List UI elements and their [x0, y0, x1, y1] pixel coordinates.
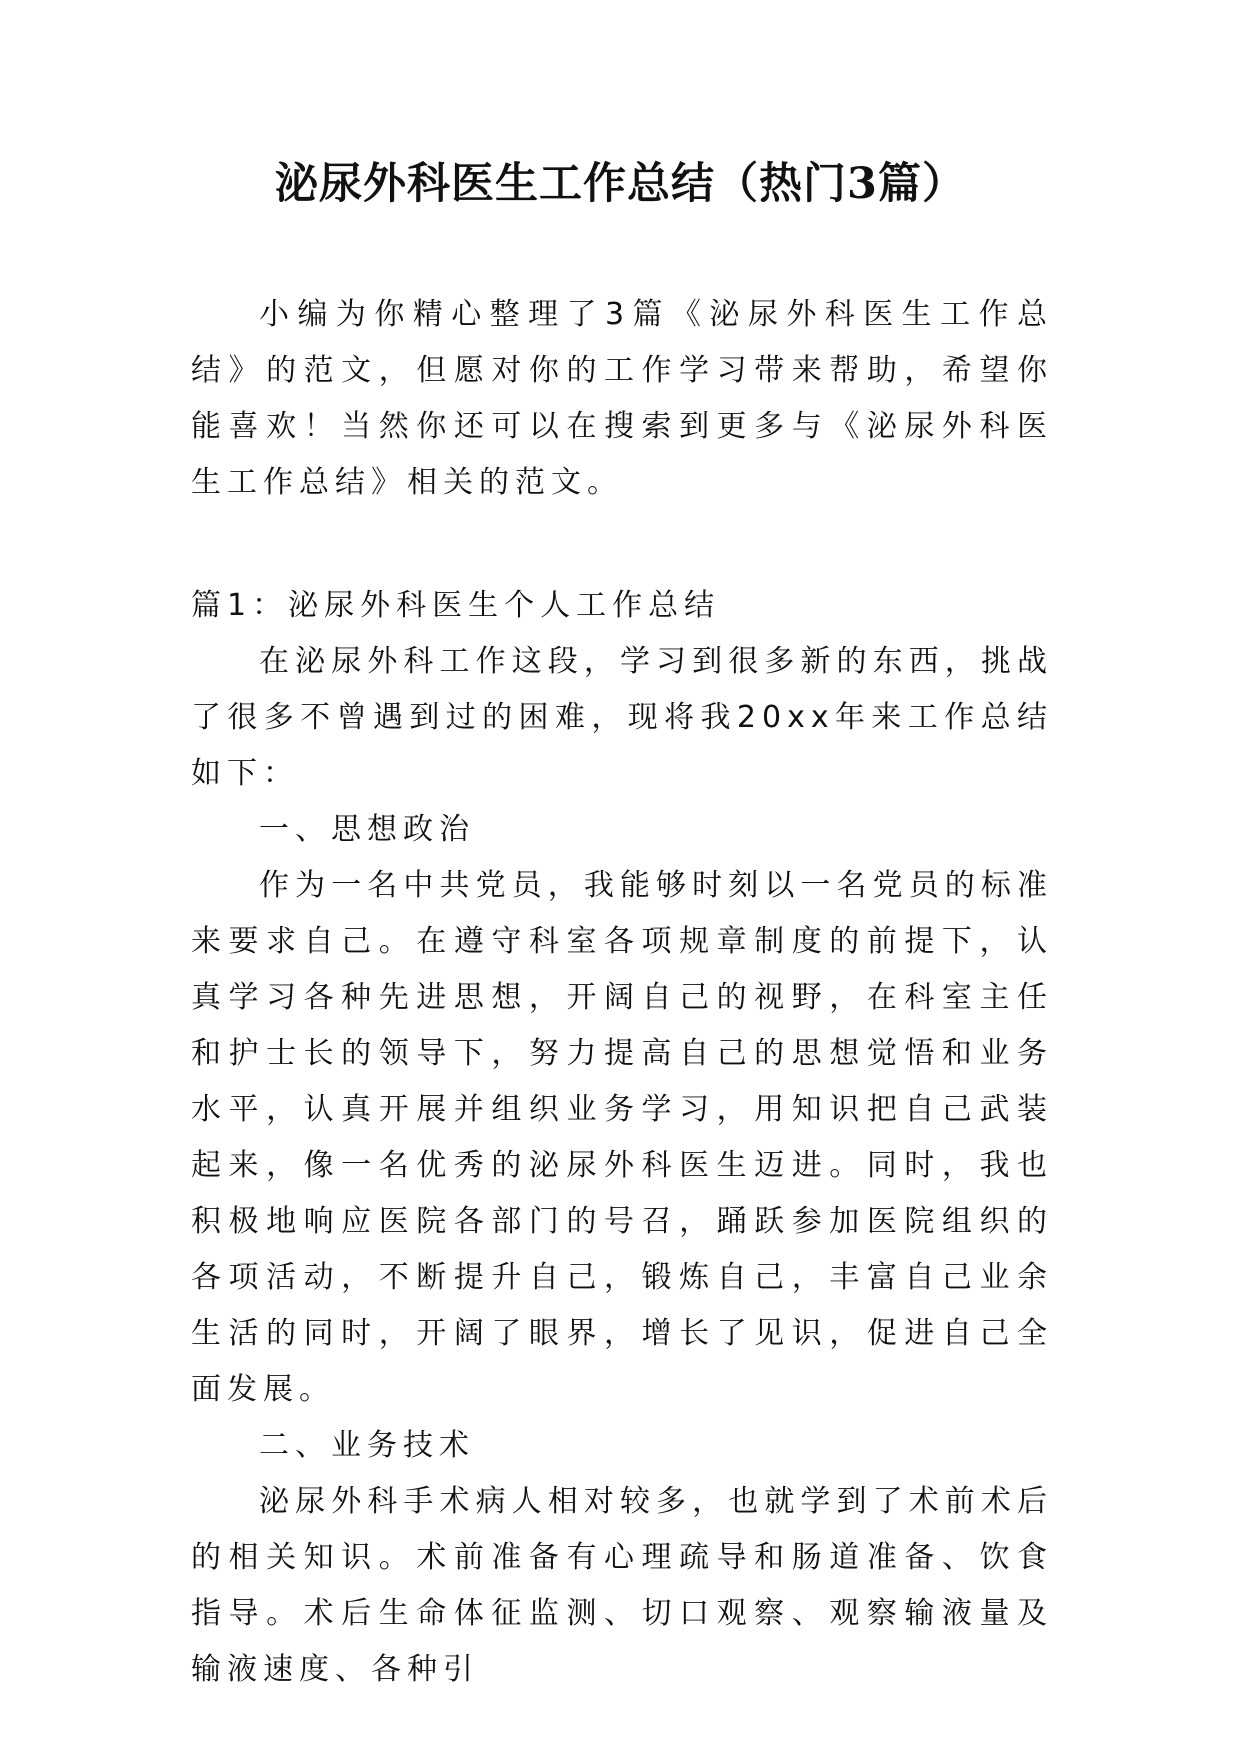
section-block [191, 578, 1053, 1698]
intro-block [191, 287, 1053, 511]
body-paragraph: 作为一名中共党员，我能够时刻以一名党员的标准来要求自己。在遵守科室各项规章制度的前提下，认真学习各种先进思想，开阔自己的视野，在科室主任和护士长的领导下，努力提高自己的思想觉悟和业务水平，认真开展并组织业务学习，用知识把自己武装起来，像一名优秀的泌尿外科医生迈进。同时，我也积极地响应医院各部门的号召，踊跃参加医院组织的各项活动，不断提升自己，锻炼自己，丰富自己业余生活的同时，开阔了眼界，增长了见识，促进自己全面发展。 [191, 868, 1053, 1407]
section-title: 篇1：泌尿外科医生个人工作总结 [191, 588, 721, 623]
subheading-technical: 二、业务技术 [259, 1428, 475, 1463]
body-paragraph: 泌尿外科手术病人相对较多，也就学到了术前术后的相关知识。术前准备有心理疏导和肠道准备、饮食指导。术后生命体征监测、切口观察、观察输液量及输液速度、各种引 [191, 1484, 1053, 1687]
body-paragraph: 在泌尿外科工作这段，学习到很多新的东西，挑战了很多不曾遇到过的困难，现将我20xx年来工作总结如下： [191, 644, 1053, 791]
intro-paragraph: 小编为你精心整理了3篇《泌尿外科医生工作总结》的范文，但愿对你的工作学习带来帮助，希望你能喜欢！当然你还可以在搜索到更多与《泌尿外科医生工作总结》相关的范文。 [191, 297, 1053, 500]
document-title: 泌尿外科医生工作总结（热门3篇） [275, 159, 966, 209]
subheading-political: 一、思想政治 [259, 812, 475, 847]
